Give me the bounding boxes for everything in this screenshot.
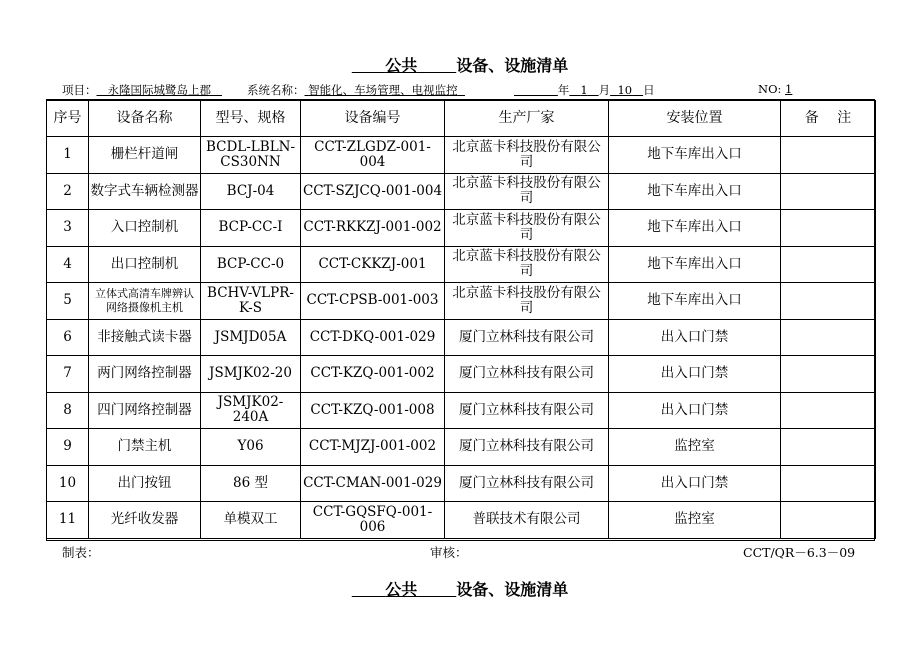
no-field: NO: 1 <box>758 82 793 96</box>
day-value: 10 <box>617 83 633 97</box>
cell-remarks <box>781 246 876 283</box>
cell-model: JSMJK02-20 <box>201 356 301 393</box>
project-value: 永隆国际城鹭岛上郡 <box>107 83 211 97</box>
cell-location: 出入口门禁 <box>609 319 781 356</box>
cell-location: 地下车库出入口 <box>609 137 781 174</box>
cell-location: 地下车库出入口 <box>609 173 781 210</box>
header-code: 设备编号 <box>301 101 445 137</box>
cell-location: 出入口门禁 <box>609 356 781 393</box>
cell-remarks <box>781 210 876 247</box>
project-field: 项目： 永隆国际城鹭岛上郡 <box>62 83 211 97</box>
cell-maker: 厦门立林科技有限公司 <box>445 392 609 429</box>
cell-location: 地下车库出入口 <box>609 283 781 320</box>
table-row <box>47 173 876 210</box>
cell-index: 9 <box>47 429 89 466</box>
cell-code: CCT-CMAN-001-029 <box>301 465 445 502</box>
header-model: 型号、规格 <box>201 101 301 137</box>
header-maker: 生产厂家 <box>445 101 609 137</box>
cell-name: 数字式车辆检测器 <box>89 173 201 210</box>
cell-code: CCT-GQSFQ-001-006 <box>301 502 445 539</box>
cell-remarks <box>781 319 876 356</box>
cell-code: CCT-KZQ-001-008 <box>301 392 445 429</box>
cell-code: CCT-SZJCQ-001-004 <box>301 173 445 210</box>
table-row <box>47 319 876 356</box>
cell-maker: 厦门立林科技有限公司 <box>445 356 609 393</box>
cell-model: BCP-CC-0 <box>201 246 301 283</box>
table-row <box>47 356 876 393</box>
cell-remarks <box>781 137 876 174</box>
table-row <box>47 283 876 320</box>
title-fill: 公共 <box>385 580 418 599</box>
cell-index: 11 <box>47 502 89 539</box>
cell-name: 两门网络控制器 <box>89 356 201 393</box>
cell-name: 栅栏杆道闸 <box>89 137 201 174</box>
table-row <box>47 392 876 429</box>
cell-index: 2 <box>47 173 89 210</box>
header-location: 安装位置 <box>609 101 781 137</box>
cell-maker: 北京蓝卡科技股份有限公司 <box>445 246 609 283</box>
cell-location: 监控室 <box>609 502 781 539</box>
cell-model: BCHV-VLPR-K-S <box>201 283 301 320</box>
cell-index: 8 <box>47 392 89 429</box>
cell-location: 地下车库出入口 <box>609 210 781 247</box>
cell-remarks <box>781 429 876 466</box>
page-title-next <box>0 577 920 600</box>
cell-maker: 北京蓝卡科技股份有限公司 <box>445 137 609 174</box>
cell-model: BCP-CC-I <box>201 210 301 247</box>
cell-maker: 北京蓝卡科技股份有限公司 <box>445 283 609 320</box>
cell-location: 地下车库出入口 <box>609 246 781 283</box>
cell-name: 非接触式读卡器 <box>89 319 201 356</box>
title-suffix: 设备、设施清单 <box>456 580 569 599</box>
cell-index: 1 <box>47 137 89 174</box>
cell-name: 入口控制机 <box>89 210 201 247</box>
cell-model: JSMJK02-240A <box>201 392 301 429</box>
cell-maker: 普联技术有限公司 <box>445 502 609 539</box>
cell-maker: 厦门立林科技有限公司 <box>445 429 609 466</box>
system-field: 系统名称： 智能化、车场管理、电视监控 <box>247 83 458 97</box>
cell-name: 门禁主机 <box>89 429 201 466</box>
title-suffix: 设备、设施清单 <box>456 56 569 75</box>
cell-code: CCT-RKKZJ-001-002 <box>301 210 445 247</box>
cell-model: Y06 <box>201 429 301 466</box>
cell-location: 监控室 <box>609 429 781 466</box>
cell-code: CCT-KZQ-001-002 <box>301 356 445 393</box>
cell-location: 出入口门禁 <box>609 465 781 502</box>
table-row <box>47 246 876 283</box>
cell-model: JSMJD05A <box>201 319 301 356</box>
cell-remarks <box>781 173 876 210</box>
header-index: 序号 <box>47 101 89 137</box>
cell-model: 单模双工 <box>201 502 301 539</box>
cell-model: 86 型 <box>201 465 301 502</box>
month-value: 1 <box>580 83 588 97</box>
header-name: 设备名称 <box>89 101 201 137</box>
cell-code: CCT-CPSB-001-003 <box>301 283 445 320</box>
cell-name: 出门按钮 <box>89 465 201 502</box>
cell-index: 10 <box>47 465 89 502</box>
page-title <box>0 53 920 76</box>
header-remarks: 备 注 <box>781 101 876 137</box>
cell-code: CCT-ZLGDZ-001-004 <box>301 137 445 174</box>
cell-remarks <box>781 283 876 320</box>
title-fill: 公共 <box>385 56 418 75</box>
date-field: 年 1 月 10 日 <box>557 83 655 97</box>
cell-name: 立体式高清车牌辨认网络摄像机主机 <box>89 283 201 320</box>
cell-remarks <box>781 502 876 539</box>
cell-index: 4 <box>47 246 89 283</box>
made-by-label: 制表： <box>62 545 100 560</box>
cell-code: CCT-MJZJ-001-002 <box>301 429 445 466</box>
cell-name: 出口控制机 <box>89 246 201 283</box>
cell-maker: 厦门立林科技有限公司 <box>445 319 609 356</box>
doc-code: CCT/QR－6.3－09 <box>743 545 856 560</box>
cell-index: 6 <box>47 319 89 356</box>
cell-model: BCDL-LBLN-CS30NN <box>201 137 301 174</box>
equipment-table <box>46 100 876 539</box>
cell-maker: 北京蓝卡科技股份有限公司 <box>445 210 609 247</box>
table-row <box>47 429 876 466</box>
table-row <box>47 465 876 502</box>
cell-name: 四门网络控制器 <box>89 392 201 429</box>
cell-model: BCJ-04 <box>201 173 301 210</box>
no-value: 1 <box>785 82 793 96</box>
cell-index: 7 <box>47 356 89 393</box>
review-label: 审核： <box>430 545 468 560</box>
cell-code: CCT-DKQ-001-029 <box>301 319 445 356</box>
cell-maker: 厦门立林科技有限公司 <box>445 465 609 502</box>
cell-remarks <box>781 465 876 502</box>
cell-index: 5 <box>47 283 89 320</box>
cell-location: 出入口门禁 <box>609 392 781 429</box>
table-row <box>47 210 876 247</box>
cell-code: CCT-CKKZJ-001 <box>301 246 445 283</box>
cell-remarks <box>781 392 876 429</box>
cell-index: 3 <box>47 210 89 247</box>
cell-name: 光纤收发器 <box>89 502 201 539</box>
table-row <box>47 137 876 174</box>
table-row <box>47 502 876 539</box>
cell-remarks <box>781 356 876 393</box>
header-row <box>47 101 876 137</box>
system-value: 智能化、车场管理、电视监控 <box>308 83 458 97</box>
cell-maker: 北京蓝卡科技股份有限公司 <box>445 173 609 210</box>
